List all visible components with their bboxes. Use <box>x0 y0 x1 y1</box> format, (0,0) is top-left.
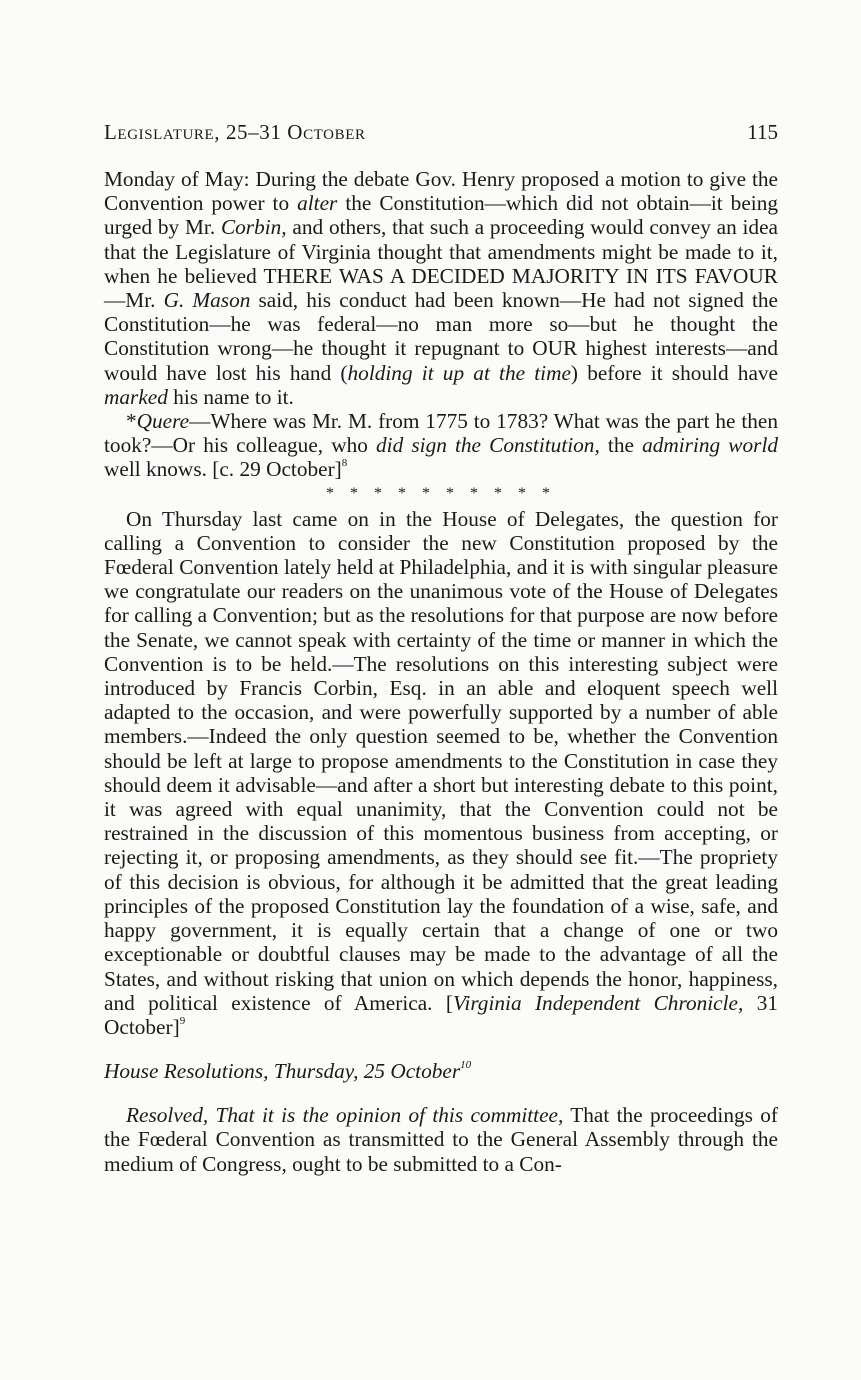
section-separator: * * * * * * * * * * <box>326 484 556 502</box>
running-head <box>104 118 778 146</box>
footnote-marker: 9 <box>179 1014 186 1027</box>
page-number: 115 <box>747 120 778 144</box>
italic-run: Resolved, That it is the opinion of this committee, <box>126 1103 564 1128</box>
italic-run: G. Mason <box>163 288 251 313</box>
paragraph-resolution <box>104 1103 778 1176</box>
spacer <box>104 1039 778 1059</box>
italic-run: Virginia Independent Chronicle, <box>452 990 744 1015</box>
text-run: said, his conduct had been known—He had not signed the Constitution—he was federal—no man more so—but he thought the Constitution wrong—he thought it repugnant to OUR highest interests—and would have lost his hand ( <box>104 288 778 385</box>
italic-run: admiring world <box>642 433 779 458</box>
text-run: * <box>126 409 137 434</box>
italic-run: Quere <box>136 409 190 434</box>
body-text <box>104 167 778 1176</box>
text-run: On Thursday last came on in the House of Delegates, the question for calling a Convention to consider the new Constitution proposed by the Fœderal Convention lately held at Philadelphia, and it is with singular pleasure we congratulate our readers on the unanimous vote of the House of Delegates for calling a Convention; but as the resolutions for that purpose are now before the Senate, we cannot speak with certainty of the time or manner in which the Convention is to be held.—The resolutions on this interesting subject were introduced by Francis Corbin, Esq. in an able and eloquent speech well adapted to the occasion, and were powerfully supported by a number of able members.—Indeed the only question seemed to be, whether the Convention should be left at large to propose amendments to the Constitution in case they should deem it advisable—and after a short but interesting debate to this point, it was agreed with equal unanimity, that the Convention could not be restrained in the discussion of this momentous business from accepting, or rejecting it, or proposing amendments, as they should see fit.—The propriety of this decision is obvious, for although it be admitted that the great leading principles of the proposed Constitution lay the foundation of a wise, safe, and happy government, it is equally certain that a change of one or two exceptionable or doubtful clauses may be made to the advantage of all the States, and without risking that union on which depends the honor, happiness, and political existence of America. [ <box>104 506 778 1015</box>
italic-run: Corbin, <box>220 215 287 240</box>
text-run: ) before it should have <box>570 360 778 385</box>
italic-run: did sign the Constitution, <box>376 433 600 458</box>
italic-run: holding it up at the time <box>347 360 571 385</box>
text-run: That the proceedings of the Fœderal Convention as transmitted to the General Assembly through the medium of Congress, ought to be submitted to a Con- <box>104 1103 778 1176</box>
text-run: the <box>599 433 643 458</box>
footnote-marker: 8 <box>341 457 348 470</box>
text-run: the Constitution—which did not obtain—it being urged by Mr. <box>104 191 778 240</box>
paragraph-quere <box>104 409 778 482</box>
paragraph-continuation <box>104 167 778 409</box>
text-run: —Where was Mr. M. from 1775 to 1783? What was the part he then took?—Or his colleague, who <box>104 409 778 458</box>
text-run: well knows. [c. 29 October] <box>104 457 342 482</box>
spacer <box>104 1083 778 1103</box>
italic-run: alter <box>297 191 338 216</box>
text-run: and others, that such a proceeding would convey an idea that the Legislature of Virginia thought that amendments might be made to it, when he believed THERE WAS A DECIDED MAJORITY IN ITS FAVOUR—Mr. <box>104 215 778 313</box>
running-head-title: Legislature, 25–31 October <box>104 120 366 144</box>
text-run: 31 October] <box>104 990 779 1039</box>
text-run: his name to it. <box>167 384 294 409</box>
text-run: Monday of May: During the debate Gov. Henry proposed a motion to give the Convention power to <box>104 167 778 216</box>
footnote-marker: 10 <box>460 1059 472 1072</box>
section-heading-text: House Resolutions, Thursday, 25 October <box>104 1059 461 1084</box>
paragraph-chronicle <box>104 507 778 1039</box>
section-heading <box>104 1059 778 1083</box>
italic-run: marked <box>104 384 168 409</box>
